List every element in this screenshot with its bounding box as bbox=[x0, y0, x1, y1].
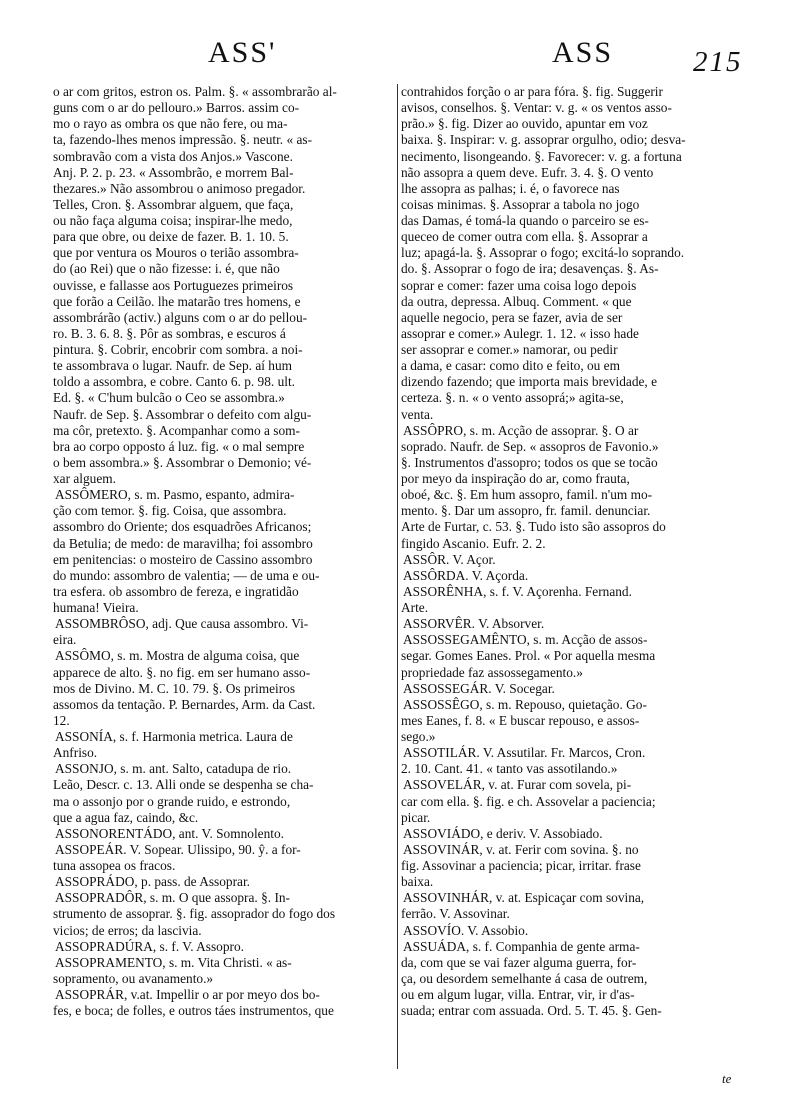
text-line: luz; apagá-la. §. Assoprar o fogo; excitá-lo soprando. bbox=[401, 245, 685, 261]
text-line: xar alguem. bbox=[53, 471, 116, 486]
text-line: Ed. §. « C'hum bulcão o Ceo se assombra.» bbox=[53, 390, 285, 406]
text-line: Naufr. de Sep. §. Assombrar o defeito com algu- bbox=[53, 406, 312, 422]
text-line: por meyo da inspiração do ar, como frauta, bbox=[401, 471, 630, 486]
text-line: 12. bbox=[53, 712, 70, 728]
text-line: ASSOVELÁR, v. at. Furar com sovela, pi- bbox=[403, 777, 632, 793]
text-line: aquelle negocio, pera se fazer, avia de ser bbox=[401, 309, 623, 325]
column-rule bbox=[397, 84, 398, 1069]
text-line: ferrão. V. Assovinar. bbox=[401, 906, 510, 922]
text-line: baixa. §. Inspirar: v. g. assoprar orgulho, odio; desva- bbox=[401, 132, 686, 148]
text-line: ou em algum lugar, villa. Entrar, vir, ir d'as- bbox=[401, 987, 635, 1002]
text-line: bra ao corpo opposto á luz. fig. « o mal sempre bbox=[53, 438, 305, 454]
text-line: ASSOVINHÁR, v. at. Espicaçar com sovina, bbox=[403, 890, 645, 906]
text-line: humana! Vieira. bbox=[53, 600, 139, 615]
text-line: mo o rayo as ombra os que não fere, ou ma- bbox=[53, 116, 288, 132]
text-line: não assopra a quem deve. Eufr. 3. 4. §. O vento bbox=[401, 164, 654, 180]
text-line: ro. B. 3. 6. 8. §. Pôr as sombras, e escuros á bbox=[53, 325, 286, 341]
text-line: que a agua faz, caindo, &c. bbox=[53, 809, 199, 825]
text-line: ASSORÊNHA, s. f. V. Açorenha. Fernand. bbox=[403, 583, 632, 599]
text-line: a dama, e casar: como dito e feito, ou em bbox=[401, 358, 620, 374]
text-line: o ar com gritos, estron os. Palm. §. « assombrarão al- bbox=[53, 84, 337, 99]
text-line: thezares.» Não assombrou o animoso pregador. bbox=[53, 180, 306, 196]
text-line: ASSOSSÊGO, s. m. Repouso, quietação. Go- bbox=[403, 696, 647, 712]
text-line: Arte. bbox=[401, 600, 429, 615]
catchword: te bbox=[722, 1071, 732, 1086]
text-line: do. §. Assoprar o fogo de ira; desavenças. §. As- bbox=[401, 261, 659, 277]
text-line: que forão a Ceilão. lhe matarão tres homens, e bbox=[53, 293, 301, 309]
text-line: segar. Gomes Eanes. Prol. « Por aquella mesma bbox=[401, 648, 656, 664]
text-line: necimento, lisongeando. §. Favorecer: v. g. a fortuna bbox=[401, 148, 682, 164]
text-line: ASSÔMO, s. m. Mostra de alguma coisa, que bbox=[55, 648, 300, 664]
text-line: soprar e comer: fazer uma coisa logo depois bbox=[401, 277, 637, 293]
text-line: da, com que se vai fazer alguma guerra, for- bbox=[401, 954, 637, 970]
text-line: toldo a assombra, e cobre. Canto 6. p. 98. ult. bbox=[53, 374, 295, 390]
running-head-right: ASS bbox=[552, 36, 614, 69]
text-line: ASSÔMERO, s. m. Pasmo, espanto, admira- bbox=[55, 487, 295, 503]
text-line: Anj. P. 2. p. 23. « Assombrão, e morrem Bal- bbox=[53, 164, 294, 180]
text-line: tra esfera. ob assombro de fereza, e ingratidão bbox=[53, 583, 299, 599]
text-line: ma o assonjo por o grande ruido, e estrondo, bbox=[53, 793, 291, 809]
text-line: certeza. §. n. « o vento assoprá;» agita-se, bbox=[401, 390, 624, 406]
text-line: ser assoprar e comer.» namorar, ou pedir bbox=[401, 342, 618, 357]
text-line: mos de Divino. M. C. 10. 79. §. Os primeiros bbox=[53, 680, 296, 696]
text-line: ASSÔR. V. Açor. bbox=[403, 551, 496, 567]
text-line: eira. bbox=[53, 632, 77, 648]
text-line: pintura. §. Cobrir, encobrir com sombra. a noi- bbox=[53, 342, 303, 357]
text-line: avisos, conselhos. §. Ventar: v. g. « os ventos asso- bbox=[401, 100, 672, 116]
text-line: ASSOPRÁR, v.at. Impellir o ar por meyo dos bo- bbox=[55, 987, 320, 1002]
text-line: mento. §. Dar um assopro, fr. famil. denunciar. bbox=[401, 503, 651, 519]
text-line: fes, e boca; de folles, e outros táes instrumentos, que bbox=[53, 1003, 334, 1019]
text-line: tuna assopea os fracos. bbox=[53, 858, 176, 873]
text-line: ASSOTILÁR. V. Assutilar. Fr. Marcos, Cron. bbox=[403, 745, 646, 761]
text-line: guns com o ar do pellouro.» Barros. assim co- bbox=[53, 100, 300, 116]
text-line: assomos da tentação. P. Bernardes, Arm. da Cast. bbox=[53, 696, 316, 712]
left-column bbox=[55, 84, 400, 1019]
text-line: assombrárão (activ.) alguns com o ar do pellou- bbox=[53, 309, 308, 325]
text-line: ASSOVIÁDO, e deriv. V. Assobiado. bbox=[403, 825, 603, 841]
text-line: para que obre, ou deixe de fazer. B. 1. 10. 5. bbox=[53, 229, 289, 245]
text-line: ASSONORENTÁDO, ant. V. Somnolento. bbox=[55, 825, 284, 841]
text-line: picar. bbox=[401, 809, 431, 825]
page-number: 215 bbox=[693, 46, 743, 78]
text-line: ASSONJO, s. m. ant. Salto, catadupa de rio. bbox=[55, 761, 292, 777]
text-line: assoprar e comer.» Aulegr. 1. 12. « isso hade bbox=[401, 325, 639, 341]
text-line: sego.» bbox=[401, 729, 436, 744]
text-line: ASSONÍA, s. f. Harmonia metrica. Laura de bbox=[55, 729, 293, 744]
text-line: contrahidos forção o ar para fóra. §. fig. Suggerir bbox=[401, 84, 663, 99]
text-line: lhe assopra as palhas; i. é, o favorece nas bbox=[401, 180, 620, 196]
text-line: da Betulia; de medo: de maravilha; foi assombro bbox=[53, 535, 313, 551]
text-line: ASSOPRÁDO, p. pass. de Assoprar. bbox=[55, 874, 250, 890]
right-column bbox=[403, 84, 748, 1019]
text-line: sopramento, ou avanamento.» bbox=[53, 970, 214, 986]
text-line: oboé, &c. §. Em hum assopro, famil. n'um mo- bbox=[401, 487, 653, 503]
text-line: sombravão com a vista dos Anjos.» Vascone. bbox=[53, 148, 293, 164]
text-line: apparece de alto. §. no fig. em ser humano asso- bbox=[53, 664, 311, 680]
text-line: strumento de assoprar. §. fig. assoprador do fogo dos bbox=[53, 906, 336, 922]
text-line: Telles, Cron. §. Assombrar alguem, que faça, bbox=[53, 196, 294, 212]
text-line: ASSÔRDA. V. Açorda. bbox=[403, 567, 529, 583]
text-line: prão.» §. fig. Dizer ao ouvido, apuntar em voz bbox=[401, 116, 648, 132]
text-line: ASSOSSEGAMÊNTO, s. m. Acção de assos- bbox=[403, 632, 648, 648]
text-line: ASSOPEÁR. V. Sopear. Ulissipo, 90. ŷ. a for- bbox=[55, 841, 301, 857]
text-line: ASSOPRADÚRA, s. f. V. Assopro. bbox=[55, 938, 244, 954]
text-line: vicios; de erros; da lascivia. bbox=[53, 922, 202, 938]
text-line: coisas minimas. §. Assoprar a tabola no jogo bbox=[401, 196, 640, 212]
text-line: ASSOVÍO. V. Assobio. bbox=[403, 922, 529, 938]
text-line: soprado. Naufr. de Sep. « assopros de Favonio.» bbox=[401, 438, 659, 454]
text-line: propriedade faz assossegamento.» bbox=[401, 664, 583, 680]
text-line: da outra, depressa. Albuq. Comment. « que bbox=[401, 293, 632, 309]
text-line: que por ventura os Mouros o terião assombra- bbox=[53, 245, 299, 261]
text-line: queceo de comer outra com ella. §. Assoprar a bbox=[401, 229, 648, 245]
text-line: ouvisse, e fallasse aos Portuguezes primeiros bbox=[53, 277, 294, 293]
text-line: Leão, Descr. c. 13. Alli onde se despenha se cha- bbox=[53, 777, 314, 793]
text-line: te assombrava o lugar. Naufr. de Sep. aí hum bbox=[53, 358, 293, 374]
text-line: dizendo fazendo; que importa mais brevidade, e bbox=[401, 374, 658, 390]
text-line: ASSORVÊR. V. Absorver. bbox=[403, 616, 545, 632]
text-line: ção com temor. §. fig. Coisa, que assombra. bbox=[53, 503, 287, 519]
text-line: baixa. bbox=[401, 874, 434, 890]
text-line: car com ella. §. fig. e ch. Assovelar a paciencia; bbox=[401, 793, 656, 809]
text-line: ou não faça alguma coisa; inspirar-lhe medo, bbox=[53, 213, 293, 228]
text-line: mes Eanes, f. 8. « E buscar repouso, e assos- bbox=[401, 712, 640, 728]
text-line: fingido Ascanio. Eufr. 2. 2. bbox=[401, 535, 546, 551]
text-line: §. Instrumentos d'assopro; todos os que se tocão bbox=[401, 454, 658, 470]
text-line: ta, fazendo-lhes menos impressão. §. neutr. « as- bbox=[53, 132, 313, 148]
text-line: fig. Assovinar a paciencia; picar, irritar. frase bbox=[401, 858, 641, 873]
text-line: venta. bbox=[401, 406, 434, 422]
text-line: das Damas, é tomá-la quando o parceiro se es- bbox=[401, 213, 649, 228]
text-line: ASSOPRAMENTO, s. m. Vita Christi. « as- bbox=[55, 954, 292, 970]
text-line: 2. 10. Cant. 41. « tanto vas assotilando.» bbox=[401, 761, 618, 777]
text-line: do (ao Rei) que o não fizesse: i. é, que não bbox=[53, 261, 280, 277]
text-line: suada; entrar com assuada. Ord. 5. T. 45. §. Gen- bbox=[401, 1003, 662, 1019]
text-line: ASSOSSEGÁR. V. Socegar. bbox=[403, 680, 555, 696]
text-line: ma côr, pretexto. §. Acompanhar como a som- bbox=[53, 422, 300, 438]
text-line: assombro do Oriente; dos esquadrões Africanos; bbox=[53, 519, 312, 535]
text-line: ASSUÁDA, s. f. Companhia de gente arma- bbox=[403, 938, 640, 954]
text-line: ASSÔPRO, s. m. Acção de assoprar. §. O ar bbox=[403, 422, 639, 438]
text-line: o bem assombra.» §. Assombrar o Demonio; vé- bbox=[53, 454, 312, 470]
text-line: do mundo: assombro de valentia; — de uma e ou- bbox=[53, 567, 320, 583]
text-line: Anfriso. bbox=[53, 745, 98, 761]
text-line: ça, ou desordem semelhante á casa de outrem, bbox=[401, 970, 648, 986]
text-line: ASSOPRADÔR, s. m. O que assopra. §. In- bbox=[55, 890, 291, 906]
text-line: ASSOMBRÔSO, adj. Que causa assombro. Vi- bbox=[55, 616, 309, 632]
text-line: ASSOVINÁR, v. at. Ferir com sovina. §. no bbox=[403, 841, 639, 857]
text-line: em penitencias: o mosteiro de Cassino assombro bbox=[53, 551, 313, 567]
text-line: Arte de Furtar, c. 53. §. Tudo isto são assopros do bbox=[401, 519, 666, 535]
running-head-left: ASS' bbox=[208, 36, 277, 69]
